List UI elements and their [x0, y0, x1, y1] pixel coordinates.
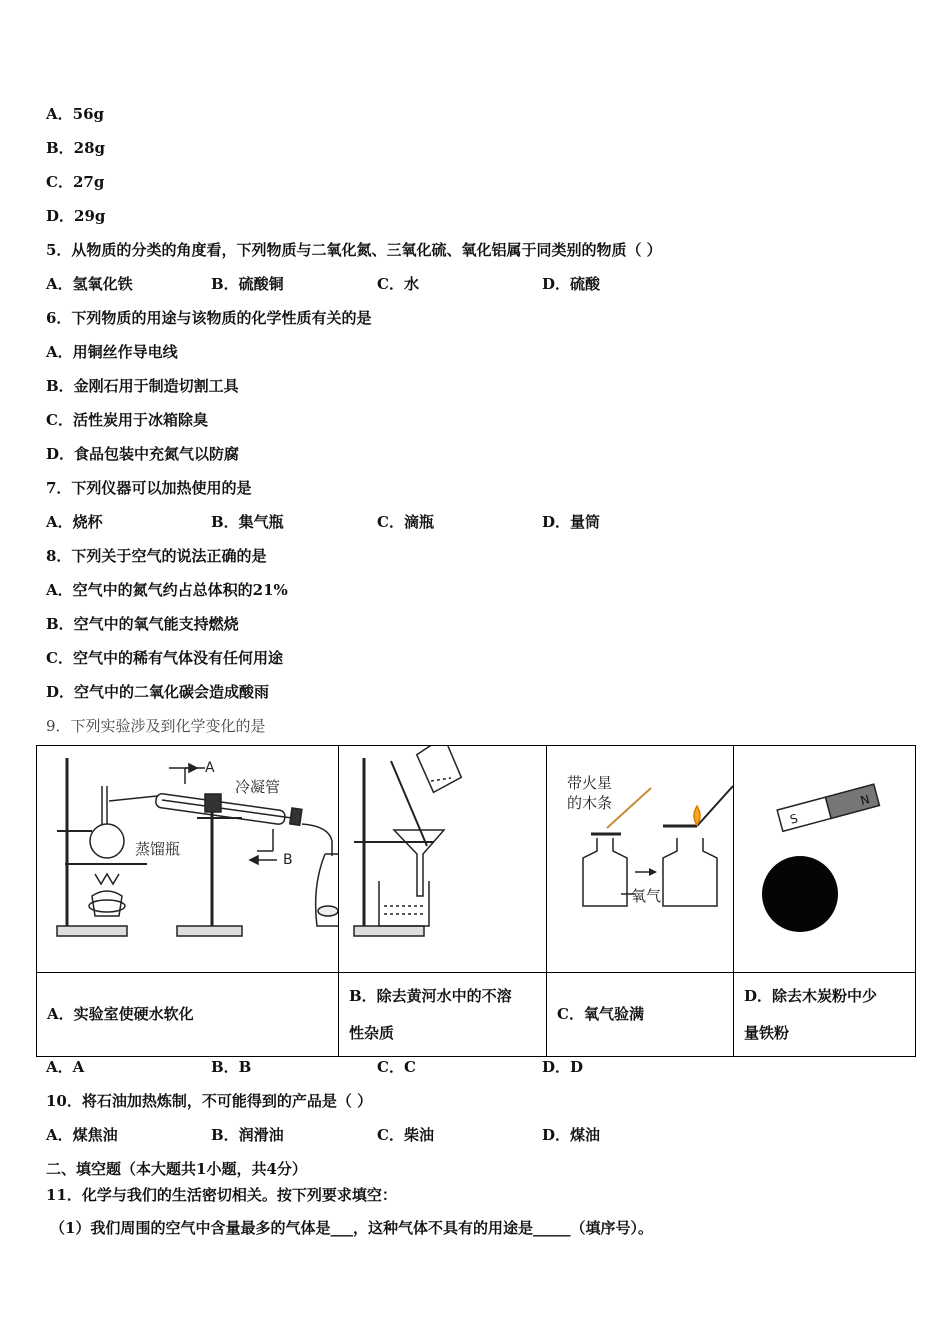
- caption-d-line2: 量铁粉: [744, 1023, 790, 1042]
- q4-option-a: A．56g: [46, 105, 105, 123]
- caption-d-line1: D．除去木炭粉中少: [744, 986, 878, 1005]
- q8-option-c: C．空气中的稀有气体没有任何用途: [46, 649, 283, 667]
- figure-c-cell: [547, 746, 734, 973]
- q5-option-b: B．硫酸铜: [211, 275, 284, 293]
- oxygen-test-illustration: [547, 746, 733, 968]
- filtration-apparatus-illustration: [339, 746, 546, 968]
- q9-option-a: A．A: [46, 1058, 85, 1076]
- q9-option-d: D．D: [542, 1058, 584, 1076]
- figure-b-cell: [339, 746, 547, 973]
- q8-option-b: B．空气中的氧气能支持燃烧: [46, 615, 239, 633]
- q7-option-c: C．滴瓶: [377, 513, 434, 531]
- q8-option-a: A．空气中的氮气约占总体积的21%: [46, 581, 288, 599]
- q9-figure-table: [36, 745, 916, 1057]
- q8-stem: 8．下列关于空气的说法正确的是: [46, 547, 267, 565]
- caption-b-line2: 性杂质: [349, 1023, 395, 1042]
- q6-stem: 6．下列物质的用途与该物质的化学性质有关的是: [46, 309, 372, 327]
- q9-option-c: C．C: [377, 1058, 416, 1076]
- label-flask: 蒸馏瓶: [135, 840, 181, 858]
- q10-stem: 10．将石油加热炼制，不可能得到的产品是（ ）: [46, 1092, 373, 1110]
- q4-option-d: D．29g: [46, 207, 106, 225]
- label-oxygen: 氧气: [631, 887, 662, 905]
- q10-option-c: C．柴油: [377, 1126, 434, 1144]
- distillation-apparatus-illustration: [37, 746, 338, 968]
- label-splint-line1: 带火星: [567, 774, 613, 792]
- q7-option-a: A．烧杯: [46, 513, 103, 531]
- section2-title: 二、填空题（本大题共1小题，共4分）: [46, 1160, 307, 1178]
- q10-option-d: D．煤油: [542, 1126, 601, 1144]
- q10-option-b: B．润滑油: [211, 1126, 284, 1144]
- caption-b-line1: B．除去黄河水中的不溶: [349, 986, 512, 1005]
- figure-a-cell: [37, 746, 339, 973]
- q6-option-d: D．食品包装中充氮气以防腐: [46, 445, 240, 463]
- label-magnet-s: S: [788, 811, 800, 827]
- q7-option-b: B．集气瓶: [211, 513, 284, 531]
- q6-option-a: A．用铜丝作导电线: [46, 343, 178, 361]
- label-a: A: [205, 760, 215, 776]
- caption-a: A．实验室使硬水软化: [37, 973, 339, 1057]
- q6-option-b: B．金刚石用于制造切割工具: [46, 377, 239, 395]
- label-condenser: 冷凝管: [235, 778, 281, 796]
- q8-option-d: D．空气中的二氧化碳会造成酸雨: [46, 683, 270, 701]
- caption-c: C．氧气验满: [547, 973, 734, 1057]
- q6-option-c: C．活性炭用于冰箱除臭: [46, 411, 208, 429]
- caption-d: [734, 973, 916, 1057]
- label-b: B: [283, 852, 293, 868]
- carbon-powder-pile: [762, 856, 838, 932]
- q7-stem: 7．下列仪器可以加热使用的是: [46, 479, 252, 497]
- label-splint-line2: 的木条: [567, 794, 613, 812]
- q9-option-b: B．B: [211, 1058, 252, 1076]
- q5-option-d: D．硫酸: [542, 275, 601, 293]
- q11-sub1: （1）我们周围的空气中含量最多的气体是___，这种气体不具有的用途是_____（填序号）。: [50, 1219, 653, 1237]
- q9-stem: 9．下列实验涉及到化学变化的是: [46, 717, 266, 735]
- q10-option-a: A．煤焦油: [46, 1126, 118, 1144]
- q11-stem: 11．化学与我们的生活密切相关。按下列要求填空：: [46, 1186, 397, 1204]
- figure-d-cell: [734, 746, 916, 973]
- q7-option-d: D．量筒: [542, 513, 601, 531]
- q4-option-b: B．28g: [46, 139, 106, 157]
- q4-option-c: C．27g: [46, 173, 105, 191]
- magnet-and-powder-illustration: [734, 746, 915, 968]
- label-magnet-n: N: [858, 792, 872, 808]
- q5-option-c: C．水: [377, 275, 419, 293]
- caption-b: [339, 973, 547, 1057]
- q5-stem: 5．从物质的分类的角度看，下列物质与二氧化氮、三氧化硫、氧化铝属于同类别的物质（ ）: [46, 241, 662, 259]
- q5-option-a: A．氢氧化铁: [46, 275, 133, 293]
